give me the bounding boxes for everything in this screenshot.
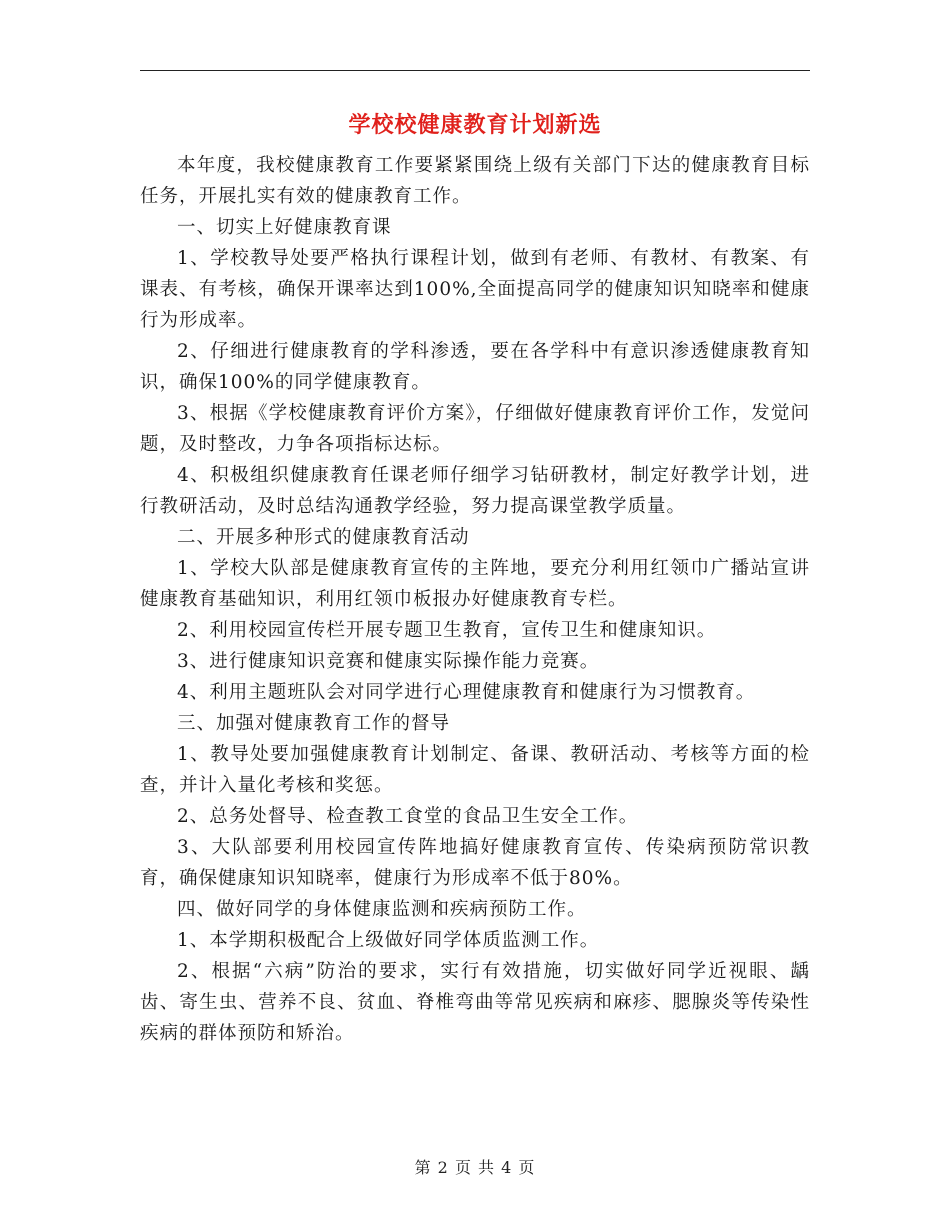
paragraph: 3、根据《学校健康教育评价方案》，仔细做好健康教育评价工作，发觉问题，及时整改，力争各项指标达标。 [140, 403, 810, 455]
paragraph: 2、根据“六病”防治的要求，实行有效措施，切实做好同学近视眼、龋齿、寄生虫、营养不良、贫血、脊椎弯曲等常见疾病和麻疹、腮腺炎等传染性疾病的群体预防和矫治。 [140, 961, 810, 1044]
paragraph: 1、学校教导处要严格执行课程计划，做到有老师、有教材、有教案、有课表、有考核，确保开课率达到100%,全面提高同学的健康知识知晓率和健康行为形成率。 [140, 248, 810, 331]
section-heading-3: 三、加强对健康教育工作的督导 [177, 713, 451, 734]
page-number-footer: 第 2 页 共 4 页 [414, 1158, 536, 1177]
paragraph: 4、利用主题班队会对同学进行心理健康教育和健康行为习惯教育。 [177, 682, 756, 703]
paragraph: 1、学校大队部是健康教育宣传的主阵地，要充分利用红领巾广播站宣讲健康教育基础知识，利用红领巾板报办好健康教育专栏。 [140, 558, 810, 610]
section-heading-4: 四、做好同学的身体健康监测和疾病预防工作。 [177, 899, 587, 920]
paragraph: 2、利用校园宣传栏开展专题卫生教育，宣传卫生和健康知识。 [177, 620, 717, 641]
paragraph: 4、积极组织健康教育任课老师仔细学习钻研教材，制定好教学计划，进行教研活动，及时总结沟通教学经验，努力提高课堂教学质量。 [140, 465, 810, 517]
intro-paragraph: 本年度，我校健康教育工作要紧紧围绕上级有关部门下达的健康教育目标任务，开展扎实有效的健康教育工作。 [140, 155, 810, 207]
paragraph: 3、大队部要利用校园宣传阵地搞好健康教育宣传、传染病预防常识教育，确保健康知识知晓率，健康行为形成率不低于80%。 [140, 837, 810, 889]
paragraph: 2、总务处督导、检查教工食堂的食品卫生安全工作。 [177, 806, 639, 827]
paragraph: 2、仔细进行健康教育的学科渗透，要在各学科中有意识渗透健康教育知识，确保100%的同学健康教育。 [140, 341, 810, 393]
paragraph: 1、教导处要加强健康教育计划制定、备课、教研活动、考核等方面的检查，并计入量化考核和奖惩。 [140, 744, 810, 796]
header-rule [140, 70, 810, 71]
section-heading-1: 一、切实上好健康教育课 [177, 217, 392, 238]
document-title: 学校校健康教育计划新选 [348, 112, 602, 138]
document-body [140, 150, 810, 1049]
section-heading-2: 二、开展多种形式的健康教育活动 [177, 527, 470, 548]
paragraph: 1、本学期积极配合上级做好同学体质监测工作。 [177, 930, 600, 951]
paragraph: 3、进行健康知识竞赛和健康实际操作能力竞赛。 [177, 651, 600, 672]
